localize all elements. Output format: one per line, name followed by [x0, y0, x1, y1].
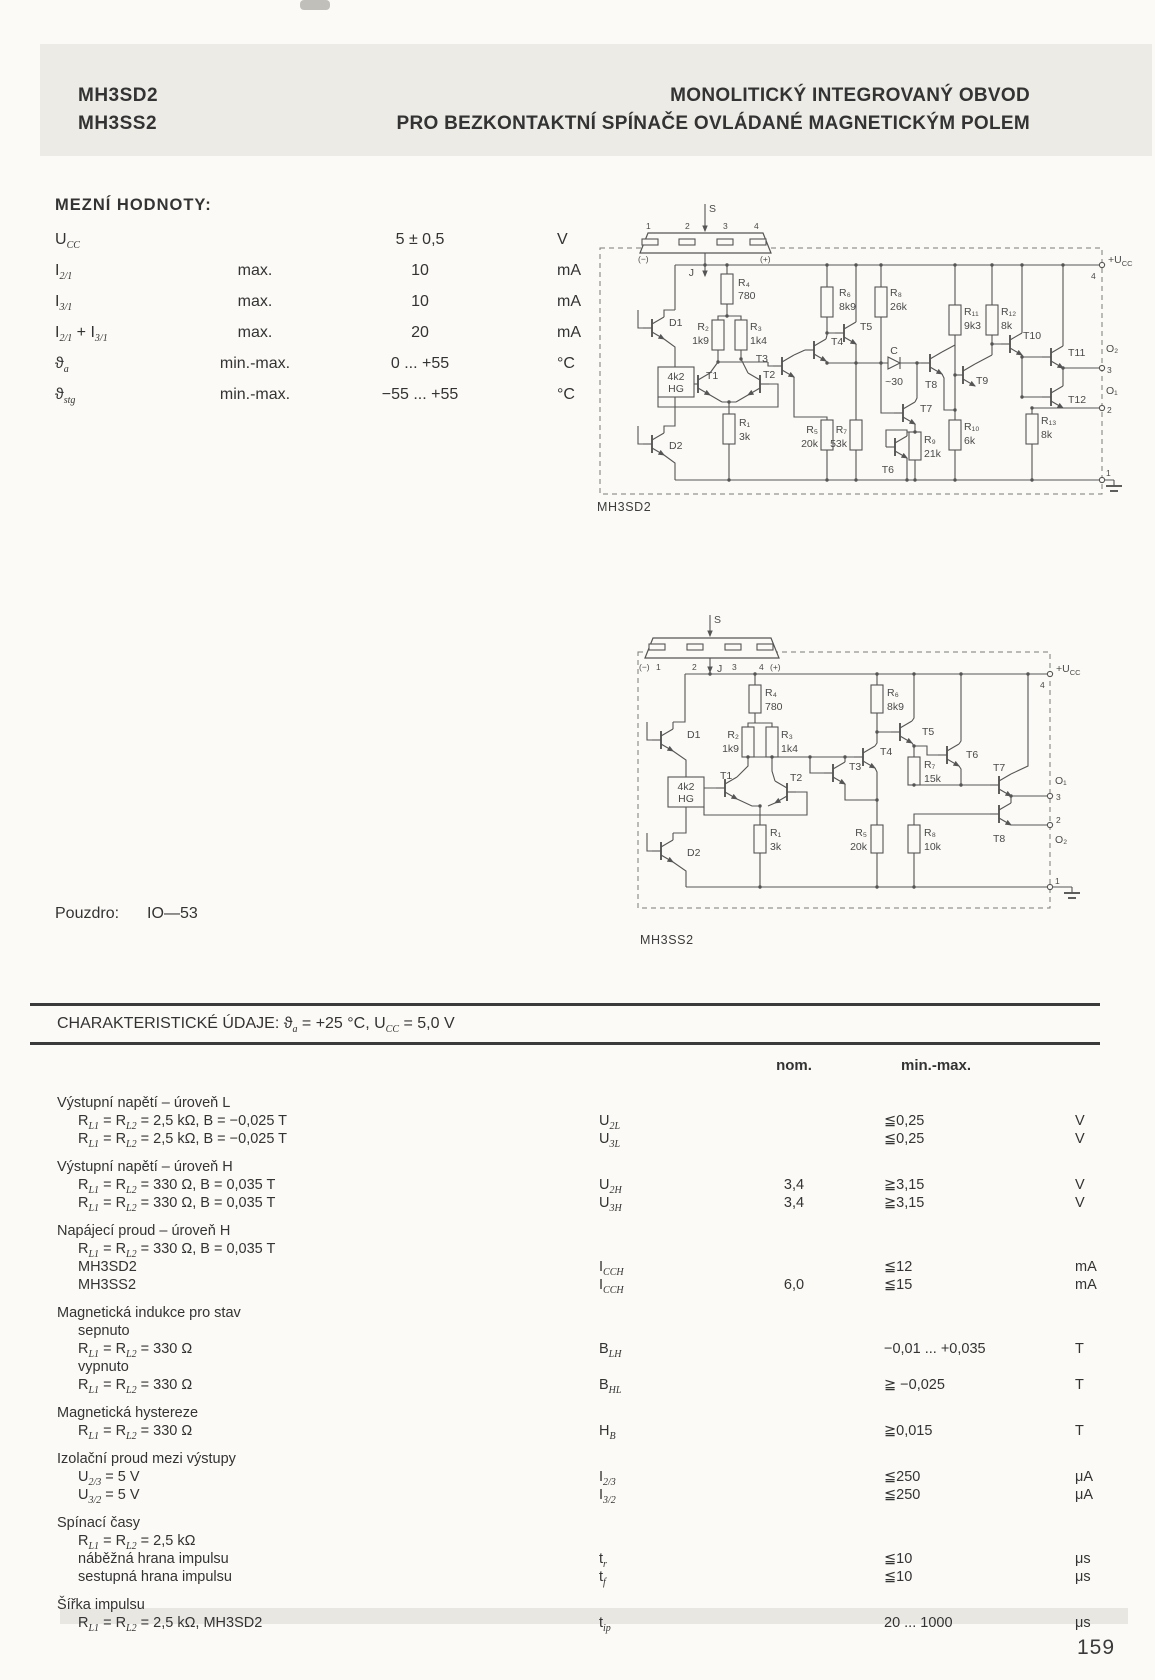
sch2-pin1-label: 1: [1055, 876, 1060, 886]
char-label: $R_{L1} = R_{L2} = 2,5$ kΩ, B = −0,025 T: [78, 1113, 288, 1132]
char-label: Výstupní napětí – úroveň L: [57, 1095, 231, 1111]
sch1-r2-value: 1k9: [692, 335, 709, 347]
char-nom: 6,0: [783, 1277, 805, 1293]
char-row: [30, 1131, 1130, 1149]
sch1-t6-label: T6: [881, 464, 894, 476]
sch2-package: [645, 638, 779, 658]
sch1-pin1-label: 1: [1106, 468, 1111, 478]
sch2-r8-value: 10k: [924, 841, 941, 853]
sch2-j-label: J: [717, 663, 723, 675]
col-header-nom: nom.: [776, 1057, 812, 1074]
char-label: $R_{L1} = R_{L2} = 330$ Ω, B = 0,035 T: [78, 1195, 276, 1214]
char-symbol: $t_f$: [599, 1569, 606, 1588]
char-label: $R_{L1} = R_{L2} = 2,5$ kΩ: [78, 1533, 196, 1552]
sch1-r3-value: 1k4: [750, 335, 767, 347]
sch1-d2-label: D2: [669, 440, 683, 452]
sch1-pin3-label: 3: [1107, 365, 1112, 375]
sch2-pin1-top: 1: [656, 662, 661, 672]
char-minmax: ≦250: [884, 1487, 921, 1503]
sch1-pin4-top: 4: [754, 221, 759, 231]
sch1-r11-value: 9k3: [964, 320, 981, 332]
char-group-row: [30, 1451, 1130, 1469]
package-label: Pouzdro:: [55, 905, 120, 922]
char-unit: V: [1075, 1177, 1085, 1193]
sch1-d1-label: D1: [669, 317, 683, 329]
sch1-pin4-label: 4: [1091, 271, 1096, 281]
scan-smudge: [300, 0, 330, 10]
package-line: [55, 905, 198, 923]
limit-symbol: $U_{CC}$: [55, 231, 80, 252]
sch1-package: [640, 233, 771, 253]
limit-condition: max.: [237, 293, 273, 310]
sch2-t4-label: T4: [880, 746, 893, 758]
sch1-r10-label: R₁₀: [964, 421, 980, 433]
limit-row: [55, 262, 615, 293]
char-group-row: [30, 1405, 1130, 1423]
char-unit: V: [1075, 1113, 1085, 1129]
char-row: [30, 1359, 1130, 1377]
sch1-r4-label: R₄: [738, 277, 750, 289]
limit-symbol: $ϑ_{stg}$: [55, 386, 76, 407]
sch2-t3-label: T3: [849, 761, 862, 773]
char-symbol: $H_B$: [599, 1423, 616, 1442]
sch1-c-value: ~30: [885, 376, 903, 388]
char-group-row: [30, 1223, 1130, 1241]
sch1-plus-label: (+): [760, 254, 771, 264]
sch2-t8-label: T8: [993, 833, 1006, 845]
sch2-r7-value: 15k: [924, 773, 941, 785]
limit-unit: mA: [557, 293, 581, 310]
char-minmax: ≧0,015: [884, 1423, 933, 1439]
sch1-minus-label: (−): [638, 254, 649, 264]
sch1-pin2-label: 2: [1107, 405, 1112, 415]
char-group-row: [30, 1305, 1130, 1323]
limit-value: −55 ... +55: [381, 386, 459, 403]
char-label: $R_{L1} = R_{L2} = 330$ Ω: [78, 1341, 193, 1360]
sch2-hg-value: 4k2: [677, 781, 695, 793]
limit-symbol: $I_{2/1} + I_{3/1}$: [55, 324, 108, 345]
schematic1-caption: MH3SD2: [597, 500, 652, 514]
sch2-o2-label: O₂: [1055, 834, 1068, 846]
char-unit: mA: [1075, 1259, 1097, 1275]
char-minmax: ≦0,25: [884, 1131, 925, 1147]
sch2-d2-label: D2: [687, 847, 701, 859]
sch2-r3-value: 1k4: [781, 743, 798, 755]
sch2-r4-value: 780: [765, 701, 783, 713]
sch2-pin3-top: 3: [732, 662, 737, 672]
characteristics-table: [30, 1085, 1130, 1633]
sch1-r6-value: 8k9: [839, 301, 856, 313]
char-symbol: $U_{2L}$: [599, 1113, 621, 1132]
sch2-pin2-label: 2: [1056, 815, 1061, 825]
sch2-r1-label: R₁: [770, 827, 782, 839]
title-line-2: PRO BEZKONTAKTNÍ SPÍNAČE OVLÁDANÉ MAGNETICKÝM POLEM: [396, 113, 1030, 134]
char-nom: 3,4: [783, 1177, 805, 1193]
char-nom: 3,4: [783, 1195, 805, 1211]
char-symbol: $U_{3H}$: [599, 1195, 622, 1214]
sch1-r3-label: R₃: [750, 321, 762, 333]
limit-condition: max.: [237, 262, 273, 279]
sch2-pin4-top: 4: [759, 662, 764, 672]
limit-row: [55, 324, 615, 355]
schematic2-caption: MH3SS2: [640, 933, 694, 947]
limits-heading: MEZNÍ HODNOTY:: [55, 196, 212, 214]
char-symbol: $I_{3/2}$: [599, 1487, 616, 1506]
sch1-pin3-top: 3: [723, 221, 728, 231]
sch1-r1-label: R₁: [739, 417, 751, 429]
char-minmax: ≧ −0,025: [884, 1377, 945, 1393]
limit-unit: °C: [557, 386, 575, 403]
sch1-t10-label: T10: [1023, 330, 1042, 342]
sch1-t12-label: T12: [1068, 394, 1087, 406]
sch1-s-label: S: [709, 203, 717, 215]
sch1-o1-label: O₁: [1106, 385, 1118, 397]
char-row: [30, 1259, 1130, 1277]
sch2-r4-label: R₄: [765, 687, 777, 699]
sch2-t6-label: T6: [966, 749, 979, 761]
limit-value: 10: [411, 262, 429, 279]
part-number-2: MH3SS2: [78, 113, 158, 134]
sch1-t5-label: T5: [860, 321, 873, 333]
char-group-row: [30, 1515, 1130, 1533]
sch1-o2-label: O₂: [1106, 343, 1119, 355]
sch2-r5-value: 20k: [850, 841, 867, 853]
char-group-row: [30, 1095, 1130, 1113]
sch1-pin2-top: 2: [685, 221, 690, 231]
col-header-minmax: min.-max.: [901, 1057, 972, 1074]
limit-symbol: $ϑ_a$: [55, 355, 69, 376]
limit-values-section: [55, 196, 615, 417]
sch2-o1-label: O₁: [1055, 775, 1067, 787]
char-unit: T: [1075, 1341, 1084, 1357]
char-label: Magnetická hystereze: [57, 1405, 199, 1421]
sch1-resistors: [712, 274, 1038, 460]
package-value: IO—53: [147, 905, 198, 922]
sch2-r6-label: R₆: [887, 687, 899, 699]
limit-symbol: $I_{2/1}$: [55, 262, 73, 283]
sch1-r9-label: R₉: [924, 434, 936, 446]
schematic-mh3ss2: [592, 575, 1147, 920]
sch2-pin2-top: 2: [692, 662, 697, 672]
sch2-pin4-label: 4: [1040, 680, 1045, 690]
char-minmax: ≧3,15: [884, 1177, 925, 1193]
limit-symbol: $I_{3/1}$: [55, 293, 73, 314]
char-minmax: ≦10: [884, 1551, 913, 1567]
char-row: [30, 1551, 1130, 1569]
sch2-t1-label: T1: [720, 770, 733, 782]
char-symbol: $B_{LH}$: [599, 1341, 622, 1360]
sch1-r10-value: 6k: [964, 435, 976, 447]
sch1-r5-value: 20k: [801, 438, 818, 450]
char-unit: μA: [1075, 1487, 1094, 1503]
char-group-row: [30, 1597, 1130, 1615]
char-symbol: $B_{HL}$: [599, 1377, 622, 1396]
sch1-t2-label: T2: [763, 369, 776, 381]
char-label: $R_{L1} = R_{L2} = 330$ Ω, B = 0,035 T: [78, 1177, 276, 1196]
char-minmax: −0,01 ... +0,035: [884, 1341, 986, 1357]
char-unit: mA: [1075, 1277, 1097, 1293]
sch1-c-label: C: [890, 345, 898, 357]
char-minmax: ≦15: [884, 1277, 913, 1293]
sch2-r7-label: R₇: [924, 759, 936, 771]
sch2-minus-label: (−): [639, 662, 650, 672]
limit-unit: mA: [557, 262, 581, 279]
schematic-mh3sd2: [592, 192, 1147, 504]
characteristics-column-headers: [30, 1057, 1100, 1074]
sch1-r13-label: R₁₃: [1041, 415, 1057, 427]
sch1-r12-label: R₁₂: [1001, 306, 1017, 318]
limit-row: [55, 355, 615, 386]
sch1-hg-value: 4k2: [667, 371, 685, 383]
char-label: $U_{2/3} = 5$ V: [78, 1469, 140, 1488]
char-label: $U_{3/2} = 5$ V: [78, 1487, 140, 1506]
limit-row: [55, 386, 615, 417]
char-row: [30, 1487, 1130, 1505]
char-symbol: $I_{CCH}$: [599, 1259, 624, 1278]
char-row: [30, 1113, 1130, 1131]
sch2-ucc-label: $+U_{CC}$: [1056, 663, 1081, 677]
char-label: $R_{L1} = R_{L2} = 2,5$ kΩ, MH3SD2: [78, 1615, 263, 1634]
sch1-r4-value: 780: [738, 290, 756, 302]
part-number-1: MH3SD2: [78, 85, 159, 106]
sch2-r1-value: 3k: [770, 841, 782, 853]
char-unit: T: [1075, 1377, 1084, 1393]
sch1-r5-label: R₅: [806, 424, 818, 436]
limit-condition: max.: [237, 324, 273, 341]
sch2-transistors: [652, 721, 1011, 862]
sch1-r11-label: R₁₁: [964, 306, 979, 318]
char-unit: T: [1075, 1423, 1084, 1439]
limit-value: 10: [411, 293, 429, 310]
col-spacer: [599, 1057, 739, 1074]
limit-row: [55, 231, 615, 262]
char-label: MH3SS2: [78, 1277, 137, 1293]
part-numbers: [78, 82, 158, 138]
char-label: sepnuto: [78, 1323, 130, 1339]
sch1-r7-label: R₇: [835, 424, 847, 436]
sch1-r1-value: 3k: [739, 431, 751, 443]
char-label: MH3SD2: [78, 1259, 137, 1275]
limit-condition: min.-max.: [219, 386, 291, 403]
characteristics-title: CHARAKTERISTICKÉ ÚDAJE: $ϑ_a = +25$ °C, $U_{CC} = 5,0$ V: [30, 1003, 1100, 1045]
page-title: [330, 82, 1030, 138]
char-label: Izolační proud mezi výstupy: [57, 1451, 236, 1467]
limit-unit: V: [557, 231, 568, 248]
sch2-r3-label: R₃: [781, 729, 793, 741]
char-label: Napájecí proud – úroveň H: [57, 1223, 231, 1239]
sch1-r2-label: R₂: [697, 321, 709, 333]
char-minmax: ≦0,25: [884, 1113, 925, 1129]
col-spacer: [1075, 1057, 1100, 1074]
char-symbol: $U_{3L}$: [599, 1131, 621, 1150]
char-label: $R_{L1} = R_{L2} = 330$ Ω: [78, 1423, 193, 1442]
char-label: Šířka impulsu: [57, 1597, 145, 1613]
page-number: 159: [1077, 1636, 1116, 1659]
sch2-t7-label: T7: [993, 762, 1006, 774]
char-symbol: $I_{2/3}$: [599, 1469, 616, 1488]
sch2-s-label: S: [714, 614, 722, 626]
char-row: [30, 1377, 1130, 1395]
char-row: [30, 1341, 1130, 1359]
sch2-plus-label: (+): [770, 662, 781, 672]
char-symbol: $U_{2H}$: [599, 1177, 622, 1196]
sch1-t11-label: T11: [1068, 347, 1086, 359]
sch1-hg-label: HG: [668, 383, 684, 395]
char-row: [30, 1615, 1130, 1633]
limit-unit: mA: [557, 324, 581, 341]
sch1-t3-label: T3: [755, 353, 768, 365]
char-label: sestupná hrana impulsu: [78, 1569, 232, 1585]
char-label: Výstupní napětí – úroveň H: [57, 1159, 233, 1175]
sch1-r8-label: R₈: [890, 287, 902, 299]
sch1-t9-label: T9: [976, 375, 989, 387]
sch1-r9-value: 21k: [924, 448, 941, 460]
limit-value: 0 ... +55: [390, 355, 450, 372]
char-unit: μs: [1075, 1569, 1091, 1585]
char-label: $R_{L1} = R_{L2} = 2,5$ kΩ, B = −0,025 T: [78, 1131, 288, 1150]
char-minmax: ≦12: [884, 1259, 913, 1275]
char-minmax: ≦250: [884, 1469, 921, 1485]
char-unit: μs: [1075, 1551, 1091, 1567]
char-group-row: [30, 1159, 1130, 1177]
char-label: náběžná hrana impulsu: [78, 1551, 229, 1567]
char-minmax: 20 ... 1000: [884, 1615, 953, 1631]
limit-value: 20: [411, 324, 429, 341]
char-row: [30, 1569, 1130, 1587]
limit-unit: °C: [557, 355, 575, 372]
title-line-1: MONOLITICKÝ INTEGROVANÝ OBVOD: [670, 85, 1030, 106]
char-label: Spínací časy: [57, 1515, 141, 1531]
char-symbol: $I_{CCH}$: [599, 1277, 624, 1296]
char-unit: V: [1075, 1195, 1085, 1211]
sch1-r13-value: 8k: [1041, 429, 1053, 441]
limit-value: 5 ± 0,5: [395, 231, 445, 248]
col-spacer: [30, 1057, 599, 1074]
char-row: [30, 1323, 1130, 1341]
sch2-r8-label: R₈: [924, 827, 936, 839]
sch1-t4-label: T4: [831, 336, 844, 348]
sch1-r8-value: 26k: [890, 301, 907, 313]
limit-row: [55, 293, 615, 324]
sch1-r7-value: 53k: [830, 438, 847, 450]
char-row: [30, 1177, 1130, 1195]
char-row: [30, 1533, 1130, 1551]
sch2-r2-label: R₂: [727, 729, 739, 741]
char-label: vypnuto: [78, 1359, 129, 1375]
sch1-r12-value: 8k: [1001, 320, 1013, 332]
char-row: [30, 1469, 1130, 1487]
char-row: [30, 1195, 1130, 1213]
char-label: Magnetická indukce pro stav: [57, 1305, 241, 1321]
char-label: $R_{L1} = R_{L2} = 330$ Ω, B = 0,035 T: [78, 1241, 276, 1260]
sch1-pin1-top: 1: [646, 221, 651, 231]
sch2-hg-label: HG: [678, 793, 694, 805]
sch2-pin3-label: 3: [1056, 792, 1061, 802]
char-row: [30, 1277, 1130, 1295]
sch2-r2-value: 1k9: [722, 743, 739, 755]
sch2-t2-label: T2: [790, 772, 803, 784]
sch1-t1-label: T1: [706, 370, 719, 382]
limit-condition: min.-max.: [219, 355, 291, 372]
char-unit: μs: [1075, 1615, 1091, 1631]
char-label: $R_{L1} = R_{L2} = 330$ Ω: [78, 1377, 193, 1396]
sch2-r5-label: R₅: [855, 827, 867, 839]
sch1-t7-label: T7: [920, 403, 933, 415]
sch1-j-label: J: [688, 267, 694, 279]
char-unit: μA: [1075, 1469, 1094, 1485]
sch1-r6-label: R₆: [839, 287, 851, 299]
sch2-d1-label: D1: [687, 729, 701, 741]
char-symbol: $t_{ip}$: [599, 1615, 611, 1634]
char-row: [30, 1241, 1130, 1259]
char-unit: V: [1075, 1131, 1085, 1147]
char-minmax: ≦10: [884, 1569, 913, 1585]
sch2-t5-label: T5: [922, 726, 935, 738]
sch2-r6-value: 8k9: [887, 701, 904, 713]
char-symbol: $t_r$: [599, 1551, 607, 1570]
char-row: [30, 1423, 1130, 1441]
sch1-t8-label: T8: [925, 379, 938, 391]
sch1-ucc-label: $+U_{CC}$: [1108, 254, 1133, 268]
char-minmax: ≧3,15: [884, 1195, 925, 1211]
